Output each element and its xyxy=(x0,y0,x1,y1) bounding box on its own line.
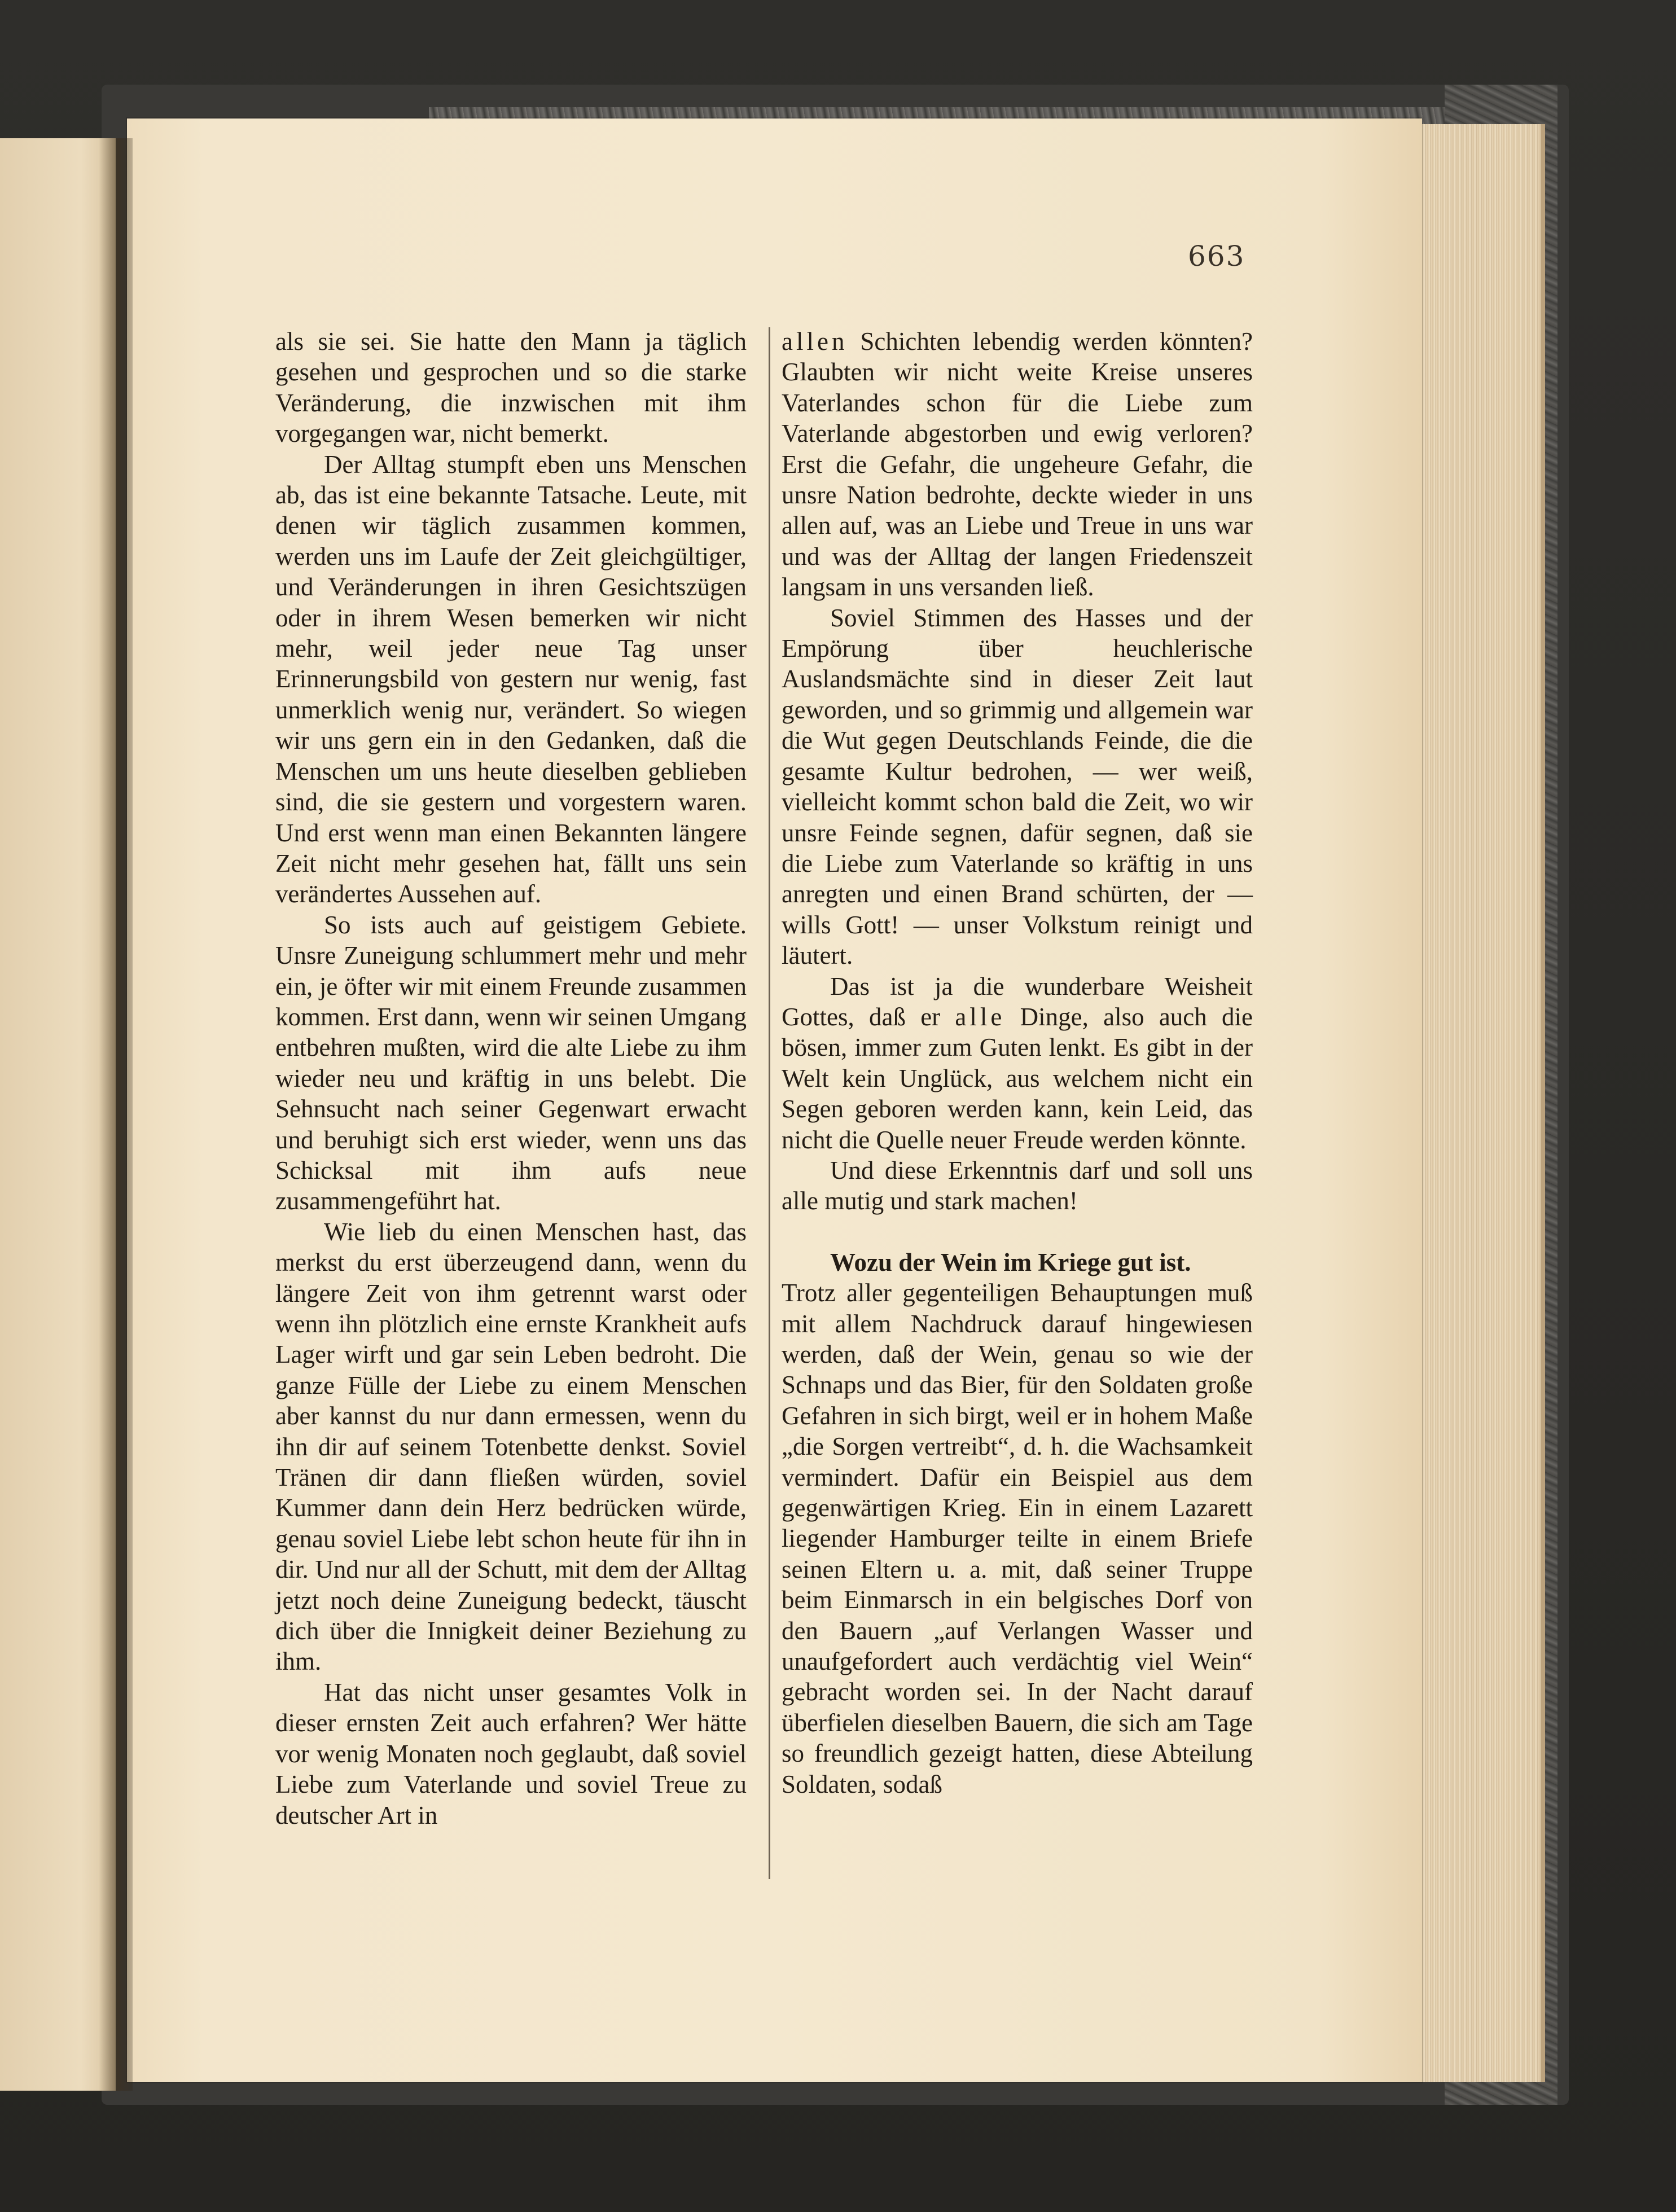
page-number: 663 xyxy=(1188,240,1245,273)
column-divider xyxy=(769,327,770,1879)
paragraph xyxy=(782,971,1253,1155)
paragraph: So ists auch auf geistigem Gebiete. Unsre Zuneigung schlummert mehr und mehr ein, je öfter wir mit einem Freunde zusammen kommen. Erst dann, wenn wir seinen Umgang entbehren mußten, wird die alte Liebe zu ihm wieder neu und kräftig in uns belebt. Die Sehnsucht nach seiner Gegenwart erwacht und beruhigt sich erst wieder, wenn uns das Schicksal mit ihm aufs neue zusammengeführt hat. xyxy=(275,910,747,1215)
paragraph xyxy=(782,326,1253,603)
paragraph-text: Das ist ja die wunderbare Weisheit Gottes, daß er xyxy=(782,972,1253,1031)
gutter-shadow xyxy=(99,138,133,2091)
spaced-word: alle xyxy=(955,1002,1006,1031)
page-edges xyxy=(1411,124,1545,2082)
left-text-column xyxy=(275,326,747,1831)
spaced-word: allen xyxy=(782,327,848,356)
paragraph: Der Alltag stumpft eben uns Menschen ab, das ist eine bekannte Tatsache. Leute, mit denen wir täglich zusammen kommen, werden uns im Laufe der Zeit gleichgültiger, und Veränderungen in ihren Gesichtszügen oder in ihrem Wesen bemerken wir nicht mehr, weil jeder neue Tag unser Erinnerungsbild von gestern nur wenig, fast unmerklich wenig nur, verändert. So wiegen wir uns gern ein in den Gedanken, daß die Menschen um uns heute dieselben geblieben sind, die sie gestern und vorgestern waren. Und erst wenn man einen Bekannten längere Zeit nicht mehr gesehen hat, fällt uns sein verändertes Aussehen auf. xyxy=(275,450,747,908)
paragraph: Hat das nicht unser gesamtes Volk in dieser ernsten Zeit auch erfahren? Wer hätte vor wenig Monaten noch geglaubt, daß soviel Liebe zum Vaterlande und soviel Treue zu deutscher Art in xyxy=(275,1678,747,1829)
section-heading: Wozu der Wein im Kriege gut ist. xyxy=(830,1248,1191,1276)
right-text-column xyxy=(782,326,1253,1800)
paragraph: Soviel Stimmen des Hasses und der Empörung über heuchlerische Auslandsmächte sind in dieser Zeit laut geworden, und so grimmig und allgemein war die Wut gegen Deutschlands Feinde, die die gesamte Kultur bedrohen, — wer weiß, vielleicht kommt schon bald die Zeit, wo wir unsre Feinde segnen, dafür segnen, daß sie die Liebe zum Vaterlande so kräftig in uns anregten und einen Brand schürten, der — wills Gott! — unser Volkstum reinigt und läutert. xyxy=(782,603,1253,970)
paragraph: als sie sei. Sie hatte den Mann ja täglich gesehen und gesprochen und so die starke Veränderung, die inzwischen mit ihm vorgegangen war, nicht bemerkt. xyxy=(275,327,747,448)
paragraph: Und diese Erkenntnis darf und soll uns alle mutig und stark machen! xyxy=(782,1156,1253,1215)
paragraph: Trotz aller gegenteiligen Behauptungen muß mit allem Nachdruck darauf hingewiesen werden, daß der Wein, genau so wie der Schnaps und das Bier, für den Soldaten große Gefahren in sich birgt, weil er in hohem Maße „die Sorgen vertreibt“, d. h. die Wachsamkeit vermindert. Dafür ein Beispiel aus dem gegenwärtigen Krieg. Ein in einem Lazarett liegender Hamburger teilte in einem Briefe seinen Eltern u. a. mit, daß seiner Truppe beim Einmarsch in ein belgisches Dorf von den Bauern „auf Verlangen Wasser und unaufgefordert auch verdächtig viel Wein“ gebracht worden sei. In der Nacht darauf überfielen dieselben Bauern, die sich am Tage so freundlich gezeigt hatten, diese Abteilung Soldaten, sodaß xyxy=(782,1279,1253,1798)
paragraph-text: Dinge, also auch die bösen, immer zum Guten lenkt. Es gibt in der Welt kein Unglück, aus welchem nicht ein Segen geboren werden kann, kein Leid, das nicht die Quelle neuer Freude werden könnte. xyxy=(782,1002,1253,1154)
paragraph: Wie lieb du einen Menschen hast, das merkst du erst überzeugend dann, wenn du längere Zeit von ihm getrennt warst oder wenn ihn plötzlich eine ernste Krankheit aufs Lager wirft und gar sein Leben bedroht. Die ganze Fülle der Liebe zu einem Menschen aber kannst du nur dann ermessen, wenn du ihn dir auf seinem Totenbette denkst. Soviel Tränen dir dann fließen würden, soviel Kummer dann dein Herz bedrücken würde, genau soviel Liebe lebt schon heute für ihn in dir. Und nur all der Schutt, mit dem der Alltag jetzt noch deine Zuneigung bedeckt, täuscht dich über die Innigkeit deiner Beziehung zu ihm. xyxy=(275,1217,747,1676)
paragraph-text: Schichten lebendig werden könnten? Glaubten wir nicht weite Kreise unseres Vaterlandes schon für die Liebe zum Vaterlande abgestorben und ewig verloren? Erst die Gefahr, die ungeheure Gefahr, die unsre Nation bedrohte, deckte wieder in uns allen auf, was an Liebe und Treue in uns war und was der Alltag der langen Friedenszeit langsam in uns versanden ließ. xyxy=(782,327,1253,602)
